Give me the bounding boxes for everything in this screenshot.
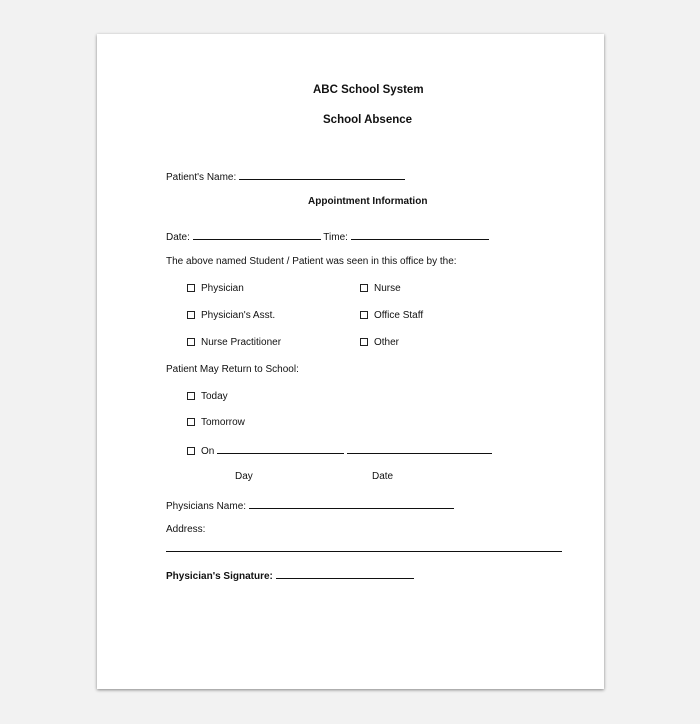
signature-row xyxy=(166,569,414,582)
physicians-name-row xyxy=(166,499,454,512)
checkbox-icon[interactable] xyxy=(187,447,195,455)
option-label: Tomorrow xyxy=(201,417,245,428)
address-label: Address: xyxy=(166,524,206,535)
option-label: Physician xyxy=(201,283,244,294)
option-label: Today xyxy=(201,391,228,402)
option-office-staff[interactable] xyxy=(360,310,423,321)
option-label: Nurse Practitioner xyxy=(201,337,282,348)
checkbox-icon[interactable] xyxy=(187,392,195,400)
option-nurse-practitioner[interactable] xyxy=(187,337,281,348)
physicians-name-label: Physicians Name: xyxy=(166,501,247,512)
checkbox-icon[interactable] xyxy=(360,311,368,319)
return-date-field[interactable] xyxy=(347,444,492,454)
day-caption: Day xyxy=(235,471,253,482)
address-field[interactable] xyxy=(166,551,562,552)
date-label: Date: xyxy=(166,232,190,243)
return-label: Patient May Return to School: xyxy=(166,364,299,375)
checkbox-icon[interactable] xyxy=(187,311,195,319)
option-label: Physician's Asst. xyxy=(201,310,276,321)
date-caption: Date xyxy=(372,471,394,482)
signature-field[interactable] xyxy=(276,569,414,579)
checkbox-icon[interactable] xyxy=(360,284,368,292)
time-field[interactable] xyxy=(351,230,489,240)
option-label: On xyxy=(201,446,215,457)
checkbox-icon[interactable] xyxy=(187,418,195,426)
signature-label: Physician's Signature: xyxy=(166,571,273,582)
date-time-row xyxy=(166,230,489,243)
date-field[interactable] xyxy=(193,230,321,240)
document-page xyxy=(97,34,604,689)
checkbox-icon[interactable] xyxy=(187,284,195,292)
option-on[interactable] xyxy=(187,444,492,457)
patient-name-field[interactable] xyxy=(239,170,405,180)
physicians-name-field[interactable] xyxy=(249,499,454,509)
option-today[interactable] xyxy=(187,391,228,402)
option-physicians-asst[interactable] xyxy=(187,310,275,321)
option-physician[interactable] xyxy=(187,283,244,294)
option-other[interactable] xyxy=(360,337,399,348)
option-label: Nurse xyxy=(374,283,401,294)
option-nurse[interactable] xyxy=(360,283,401,294)
document-title: ABC School System xyxy=(313,84,424,96)
checkbox-icon[interactable] xyxy=(187,338,195,346)
patient-name-row xyxy=(166,170,405,183)
return-day-field[interactable] xyxy=(217,444,344,454)
checkbox-icon[interactable] xyxy=(360,338,368,346)
time-label: Time: xyxy=(323,232,348,243)
option-label: Other xyxy=(374,337,400,348)
patient-name-label: Patient's Name: xyxy=(166,172,237,183)
appointment-heading: Appointment Information xyxy=(308,196,428,207)
document-subtitle: School Absence xyxy=(323,114,413,126)
option-tomorrow[interactable] xyxy=(187,417,245,428)
seen-by-text: The above named Student / Patient was seen in this office by the: xyxy=(166,256,457,267)
option-label: Office Staff xyxy=(374,310,424,321)
